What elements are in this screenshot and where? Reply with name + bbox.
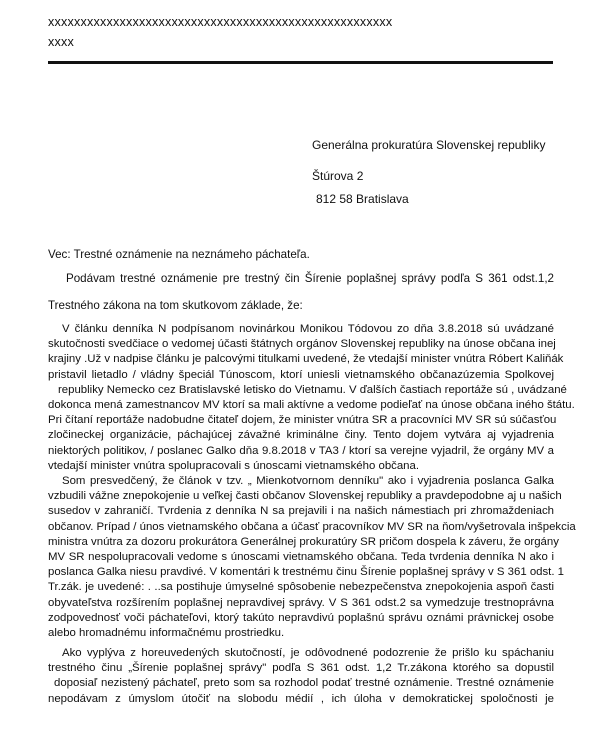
paragraph-3-line: trestného činu „Šírenie poplašnej správy" podľa S 361 odst. 1,2 Tr.zákona ktorého sa dopustil (48, 662, 554, 675)
paragraph-3-line: Ako vyplýva z horeuvedených skutočností, je odôvodnené podozrenie že prišlo ku spáchaniu (62, 647, 554, 659)
intro-line-1: Podávam trestné oznámenie pre trestný čin Šírenie poplašnej správy podľa S 361 odst.1,2 (66, 272, 554, 285)
sender-header (48, 12, 558, 52)
paragraph-2-line: MV SR nespolupracovali vedome s únoscami vietnamského občana. Teda tvrdenia denníka N ako i (48, 551, 554, 564)
paragraph-1-line: dokonca mená zamestnancov MV ktorí sa mali aktívne a vedome podieľať na únose občana iného štátu. (48, 399, 575, 412)
paragraph-2-line: občanov. Prípad / únos vietnamského občana a účasť pracovníkov MV SR na ňom/vyšetrovala inšpekcia (48, 520, 576, 533)
sender-header-line-2: xxxx (48, 35, 74, 49)
paragraph-2-line: poslanca Galka niesu pravdivé. V komentári k trestnému činu Šírenie poplašnej správy v S 361 odst. 1 (48, 566, 565, 579)
paragraph-1-line: skutočnosti svedčiace o vedomej účasti štátnych orgánov Slovenskej republiky na únose občana inej (48, 338, 556, 351)
paragraph-2-line: obyvateľstva rozšírením poplašnej nepravdivej správy. V S 361 odst.2 sa vymedzuje trestnoprávna (48, 596, 554, 609)
intro-line-2: Trestného zákona na tom skutkovom základe, že: (48, 299, 303, 312)
paragraph-2-line: Tr.zák. je uvedené: . ..sa postihuje úmyselné spôsobenie nebezpečenstva znepokojenia aspoň časti (48, 581, 554, 594)
paragraph-1-line: vtedajší minister vnútra spolupracovali s únoscami vietnamského občana. (48, 459, 420, 472)
paragraph-2-line: vzbudili vážne znepokojenie u veľkej časti občanov Slovenskej republiky a pravdepodobne aj u našich (48, 490, 562, 503)
paragraph-1-line: republiky Nemecko cez Bratislavské letisko do Vietnamu. V ďalších častiach reportáže sú , uvádzané (58, 383, 567, 396)
recipient-name: Generálna prokuratúra Slovenskej republiky (312, 138, 546, 152)
paragraph-1-line: zločineckej organizácie, páchajúcej závažné kriminálne činy. Tento dojem vytvára aj vyjadrenia (48, 429, 554, 442)
header-divider (48, 61, 553, 64)
paragraph-2 (48, 474, 576, 641)
paragraph-1 (48, 322, 575, 474)
paragraph-3-line: nepodávam z úmyslom útočiť na slobodu médií , ich úloha v demokratickej spoločnosti je (48, 692, 554, 705)
subject-line: Vec: Trestné oznámenie na neznámeho páchateľa. (48, 248, 310, 261)
paragraph-2-line: alebo hromadnému informačnému prostriedku. (48, 627, 285, 640)
paragraph-2-line: zodpovednosť voči páchateľovi, ktorý takúto nepravdivú poplašnú správu oznámi právnickej osobe (48, 611, 554, 624)
paragraph-1-line: niektorých politikov, / poslanec Galko dňa 9.8.2018 v TA3 / ktorí sa verejne vyjadril, že orgány MV a (48, 444, 554, 457)
paragraph-3 (48, 646, 554, 707)
paragraph-2-line: ministra vnútra za dozoru prokurátora Generálnej prokuratúry SR pričom dospela k záveru, že orgány (48, 535, 559, 548)
paragraph-3-line: doposiaľ nezistený páchateľ, preto som sa rozhodol podať trestné oznámenie. Trestné oznámenie (54, 677, 554, 690)
paragraph-1-line: V článku denníka N podpísanom novinárkou Monikou Tódovou zo dňa 3.8.2018 sú uvádzané (62, 323, 554, 335)
paragraph-2-line: Som presvedčený, že článok v tzv. „ Mienkotvornom denníku" ako i vyjadrenia poslanca Galka (62, 475, 554, 487)
recipient-street: Štúrova 2 (312, 169, 364, 183)
sender-header-line-1: xxxxxxxxxxxxxxxxxxxxxxxxxxxxxxxxxxxxxxxxxxxxxxxxxxxxx (48, 15, 393, 29)
recipient-city: 812 58 Bratislava (316, 192, 409, 206)
paragraph-1-line: krajiny .Už v nadpise článku je palcovými titulkami uvedené, že vtedajší minister vnútra Róbert Kaliňák (48, 353, 564, 366)
paragraph-1-line: pristavil lietadlo / vládny špeciál Túnoscom, ktorí uniesli vietnamského občanazúzemia Spolkovej (48, 368, 554, 381)
paragraph-2-line: susedov v zahraničí. Tvrdenia z denníka N sa prejavili i na našich námestiach pri zhromaždeniach (48, 505, 554, 518)
paragraph-1-line: Pri čítaní reportáže nadobudne čitateľ dojem, že minister vnútra SR a pracovníci MV SR sú súčasťou (48, 414, 557, 427)
